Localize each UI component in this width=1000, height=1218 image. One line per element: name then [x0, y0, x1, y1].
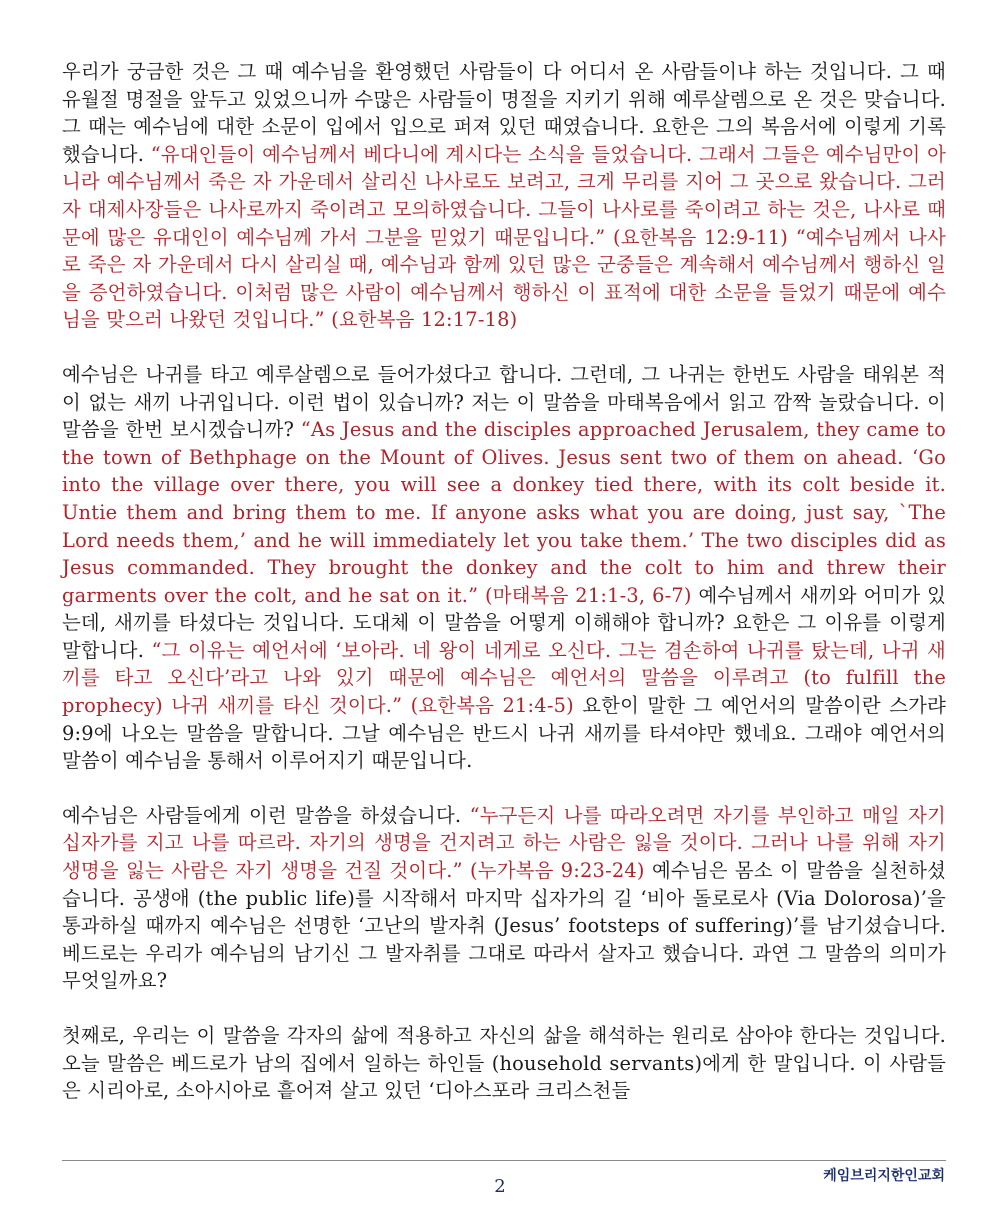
body-text: 예수님은 사람들에게 이런 말씀을 하셨습니다.: [62, 803, 470, 827]
scripture-quote: “유대인들이 예수님께서 베다니에 계시다는 소식을 들었습니다. 그래서 그들은 예수님만이 아니라 예수님께서 죽은 자 가운데서 살리신 나사로도 보려고, 크게 무리를 지어 그 곳으로 왔습니다. 그러자 대제사장들은 나사로까지 죽이려고 모의하였습니다. 그들이 나사로를 죽이려고 하는 것은, 나사로 때문에 많은 유대인이 예수님께 가서 그분을 믿었기 때문입니다.” (요한복음 12:9-11) “예수님께서 나사로 죽은 자 가운데서 다시 살리실 때, 예수님과 함께 있던 많은 군중들은 계속해서 예수님께서 행하신 일을 증언하였습니다. 이처럼 많은 사람이 예수님께서 행하신 이 표적에 대한 소문을 들었기 때문에 예수님을 맞으러 나왔던 것입니다.” (요한복음 12:17-18): [62, 142, 947, 332]
footer-divider: [62, 1160, 946, 1161]
body-text: 요한이 말한 그 예언서의 말씀이란 스가랴 9:9에 나오는 말씀을 말합니다. 그날 예수님은 반드시 나귀 새끼를 타셔야만 했네요. 그래야 예언서의 말씀이 예수님을 통해서 이루어지기 때문입니다.: [62, 694, 946, 773]
document-body: [62, 58, 946, 1132]
scripture-quote: “누구든지 나를 따라오려면 자기를 부인하고 매일 자기 십자가를 지고 나를 따르라. 자기의 생명을 건지려고 하는 사람은 잃을 것이다. 그러나 나를 위해 자기 생명을 잃는 사람은 자기 생명을 건질 것이다.” (누가복음 9:23-24): [62, 803, 946, 883]
body-text: 예수님은 나귀를 타고 예루살렘으로 들어가셨다고 합니다. 그런데, 그 나귀는 한번도 사람을 태워본 적이 없는 새끼 나귀입니다. 이런 법이 있습니까? 저는 이 말씀을 마태복음에서 읽고 깜짝 놀랐습니다. 이 말씀을 한번 보시겠습니까?: [62, 362, 946, 442]
paragraph-2: [62, 361, 946, 775]
paragraph-1: [62, 58, 946, 334]
body-text: 첫째로, 우리는 이 말씀을 각자의 삶에 적용하고 자신의 삶을 해석하는 원리로 삼아야 한다는 것입니다. 오늘 말씀은 베드로가 남의 집에서 일하는 하인들 (household servants)에게 한 말입니다. 이 사람들은 시리아로, 소아시아로 흩어져 살고 있던 ‘디아스포라 크리스천들: [62, 1024, 946, 1103]
body-text: 우리가 궁금한 것은 그 때 예수님을 환영했던 사람들이 다 어디서 온 사람들이냐 하는 것입니다. 그 때 유월절 명절을 앞두고 있었으니까 수많은 사람들이 명절을 지키기 위해 예루살렘으로 온 것은 맞습니다. 그 때는 예수님에 대한 소문이 입에서 입으로 퍼져 있던 때였습니다. 요한은 그의 복음서에 이렇게 기록했습니다.: [62, 60, 946, 166]
body-text: 예수님께서 새끼와 어미가 있는데, 새끼를 타셨다는 것입니다. 도대체 이 말씀을 어떻게 이해해야 합니까? 요한은 그 이유를 이렇게 말합니다.: [62, 583, 946, 662]
church-name: 케임브리지한인교회: [823, 1168, 945, 1184]
paragraph-4: [62, 1022, 946, 1105]
page-number: 2: [494, 1176, 506, 1197]
paragraph-3: [62, 802, 946, 995]
body-text: 예수님은 몸소 이 말씀을 실천하셨습니다. 공생애 (the public life)를 시작해서 마지막 십자가의 길 ‘비아 돌로로사 (Via Dolorosa)’을 통과하실 때까지 예수님은 선명한 ‘고난의 발자취 (Jesus’ footsteps of suffering)’를 남기셨습니다. 베드로는 우리가 예수님의 남기신 그 발자취를 그대로 따라서 살자고 했습니다. 과연 그 말씀의 의미가 무엇일까요?: [62, 859, 947, 993]
scripture-quote: “그 이유는 예언서에 ‘보아라. 네 왕이 네게로 오신다. 그는 겸손하여 나귀를 탔는데, 나귀 새끼를 타고 오신다’라고 나와 있기 때문에 예수님은 예언서의 말씀을 이루려고 (to fulfill the prophecy) 나귀 새끼를 타신 것이다.” (요한복음 21:4-5): [62, 638, 946, 718]
scripture-quote: “As Jesus and the disciples approached Jerusalem, they came to the town of Bethphage on the Mount of Olives. Jesus sent two of them on ahead. ‘Go into the village over there, you will see a donkey tied there, with its colt beside it. Untie them and bring them to me. If anyone asks what you are doing, just say, `The Lord needs them,’ and he will immediately let you take them.’ The two disciples did as Jesus commanded. They brought the donkey and the colt to him and threw their garments over the colt, and he sat on it.” (마태복음 21:1-3, 6-7): [62, 418, 946, 607]
